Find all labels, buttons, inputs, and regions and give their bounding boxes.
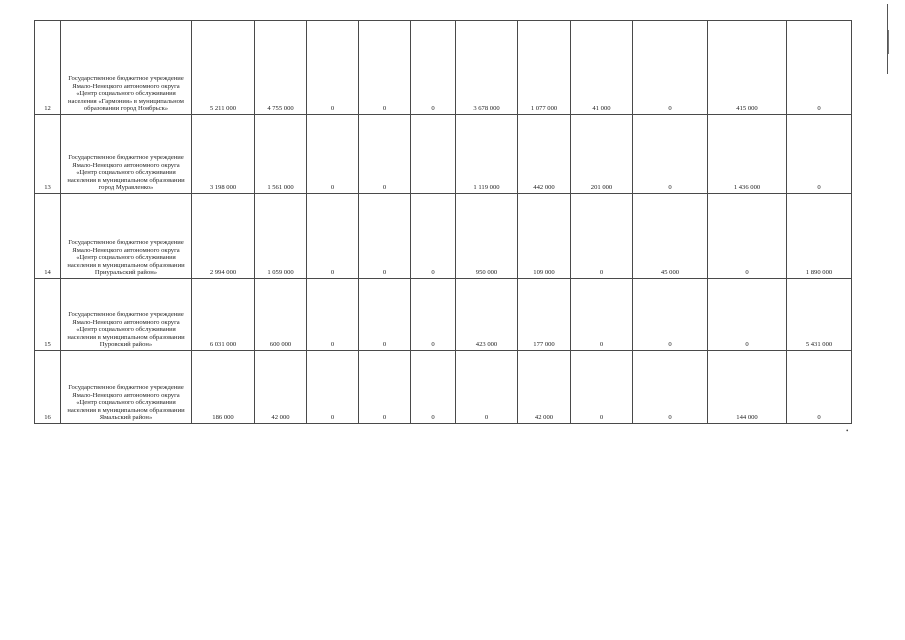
value-cell: 177 000 <box>518 279 571 351</box>
value-cell: 0 <box>307 351 359 424</box>
organization-name: Государственное бюджетное учреждение Ямало-Ненецкого автономного округа «Центр социального обслуживания населения в муниципальном образовании Приуральский район» <box>61 194 192 279</box>
organization-name: Государственное бюджетное учреждение Ямало-Ненецкого автономного округа «Центр социального обслуживания населения в муниципальном образовании Пуровский район» <box>61 279 192 351</box>
value-cell: 2 994 000 <box>192 194 255 279</box>
value-cell: 1 890 000 <box>787 194 852 279</box>
value-cell: 41 000 <box>571 21 633 115</box>
value-cell: 0 <box>359 279 411 351</box>
value-cell: 3 198 000 <box>192 115 255 194</box>
table-row <box>35 115 852 194</box>
value-cell: 201 000 <box>571 115 633 194</box>
value-cell: 5 431 000 <box>787 279 852 351</box>
value-cell: 0 <box>411 21 456 115</box>
value-cell: 950 000 <box>456 194 518 279</box>
value-cell: 0 <box>411 279 456 351</box>
value-cell: 0 <box>359 194 411 279</box>
value-cell: 0 <box>633 115 708 194</box>
value-cell: 0 <box>411 351 456 424</box>
value-cell: 0 <box>359 21 411 115</box>
organization-name: Государственное бюджетное учреждение Ямало-Ненецкого автономного округа «Центр социального обслуживания населения в муниципальном образовании Ямальский район» <box>61 351 192 424</box>
value-cell: 1 059 000 <box>255 194 307 279</box>
value-cell: 0 <box>571 194 633 279</box>
value-cell: 144 000 <box>708 351 787 424</box>
value-cell: 423 000 <box>456 279 518 351</box>
value-cell: 442 000 <box>518 115 571 194</box>
organization-name: Государственное бюджетное учреждение Ямало-Ненецкого автономного округа «Центр социального обслуживания населения в муниципальном образовании город Муравленко» <box>61 115 192 194</box>
value-cell: 1 077 000 <box>518 21 571 115</box>
row-number: 13 <box>35 115 61 194</box>
value-cell: 0 <box>307 21 359 115</box>
value-cell: 0 <box>708 194 787 279</box>
row-number: 14 <box>35 194 61 279</box>
value-cell: 0 <box>571 351 633 424</box>
value-cell: 3 678 000 <box>456 21 518 115</box>
value-cell: 45 000 <box>633 194 708 279</box>
value-cell: 4 755 000 <box>255 21 307 115</box>
table-row <box>35 194 852 279</box>
value-cell: 0 <box>787 351 852 424</box>
value-cell: 1 436 000 <box>708 115 787 194</box>
value-cell: 5 211 000 <box>192 21 255 115</box>
value-cell: 0 <box>359 115 411 194</box>
value-cell: 1 561 000 <box>255 115 307 194</box>
value-cell: 109 000 <box>518 194 571 279</box>
value-cell: 0 <box>307 279 359 351</box>
value-cell: 0 <box>307 115 359 194</box>
budget-table <box>34 20 852 424</box>
value-cell: 0 <box>307 194 359 279</box>
row-number: 12 <box>35 21 61 115</box>
value-cell: 0 <box>633 21 708 115</box>
scan-edge-line <box>888 30 889 54</box>
table-row <box>35 351 852 424</box>
row-number: 15 <box>35 279 61 351</box>
row-number: 16 <box>35 351 61 424</box>
organization-name: Государственное бюджетное учреждение Ямало-Ненецкого автономного округа «Центр социального обслуживания населения «Гармония» в муниципальном образовании город Ноябрьск» <box>61 21 192 115</box>
value-cell: 1 119 000 <box>456 115 518 194</box>
value-cell: 0 <box>787 21 852 115</box>
value-cell: 186 000 <box>192 351 255 424</box>
value-cell: 42 000 <box>518 351 571 424</box>
value-cell: 0 <box>787 115 852 194</box>
value-cell: 415 000 <box>708 21 787 115</box>
table-row <box>35 21 852 115</box>
value-cell: 0 <box>708 279 787 351</box>
value-cell: 0 <box>633 279 708 351</box>
value-cell: 0 <box>456 351 518 424</box>
value-cell <box>411 115 456 194</box>
table-row <box>35 279 852 351</box>
value-cell: 600 000 <box>255 279 307 351</box>
value-cell: 0 <box>411 194 456 279</box>
value-cell: 42 000 <box>255 351 307 424</box>
value-cell: 0 <box>359 351 411 424</box>
value-cell: 0 <box>633 351 708 424</box>
value-cell: 0 <box>571 279 633 351</box>
page-mark: • <box>846 427 849 435</box>
value-cell: 6 031 000 <box>192 279 255 351</box>
